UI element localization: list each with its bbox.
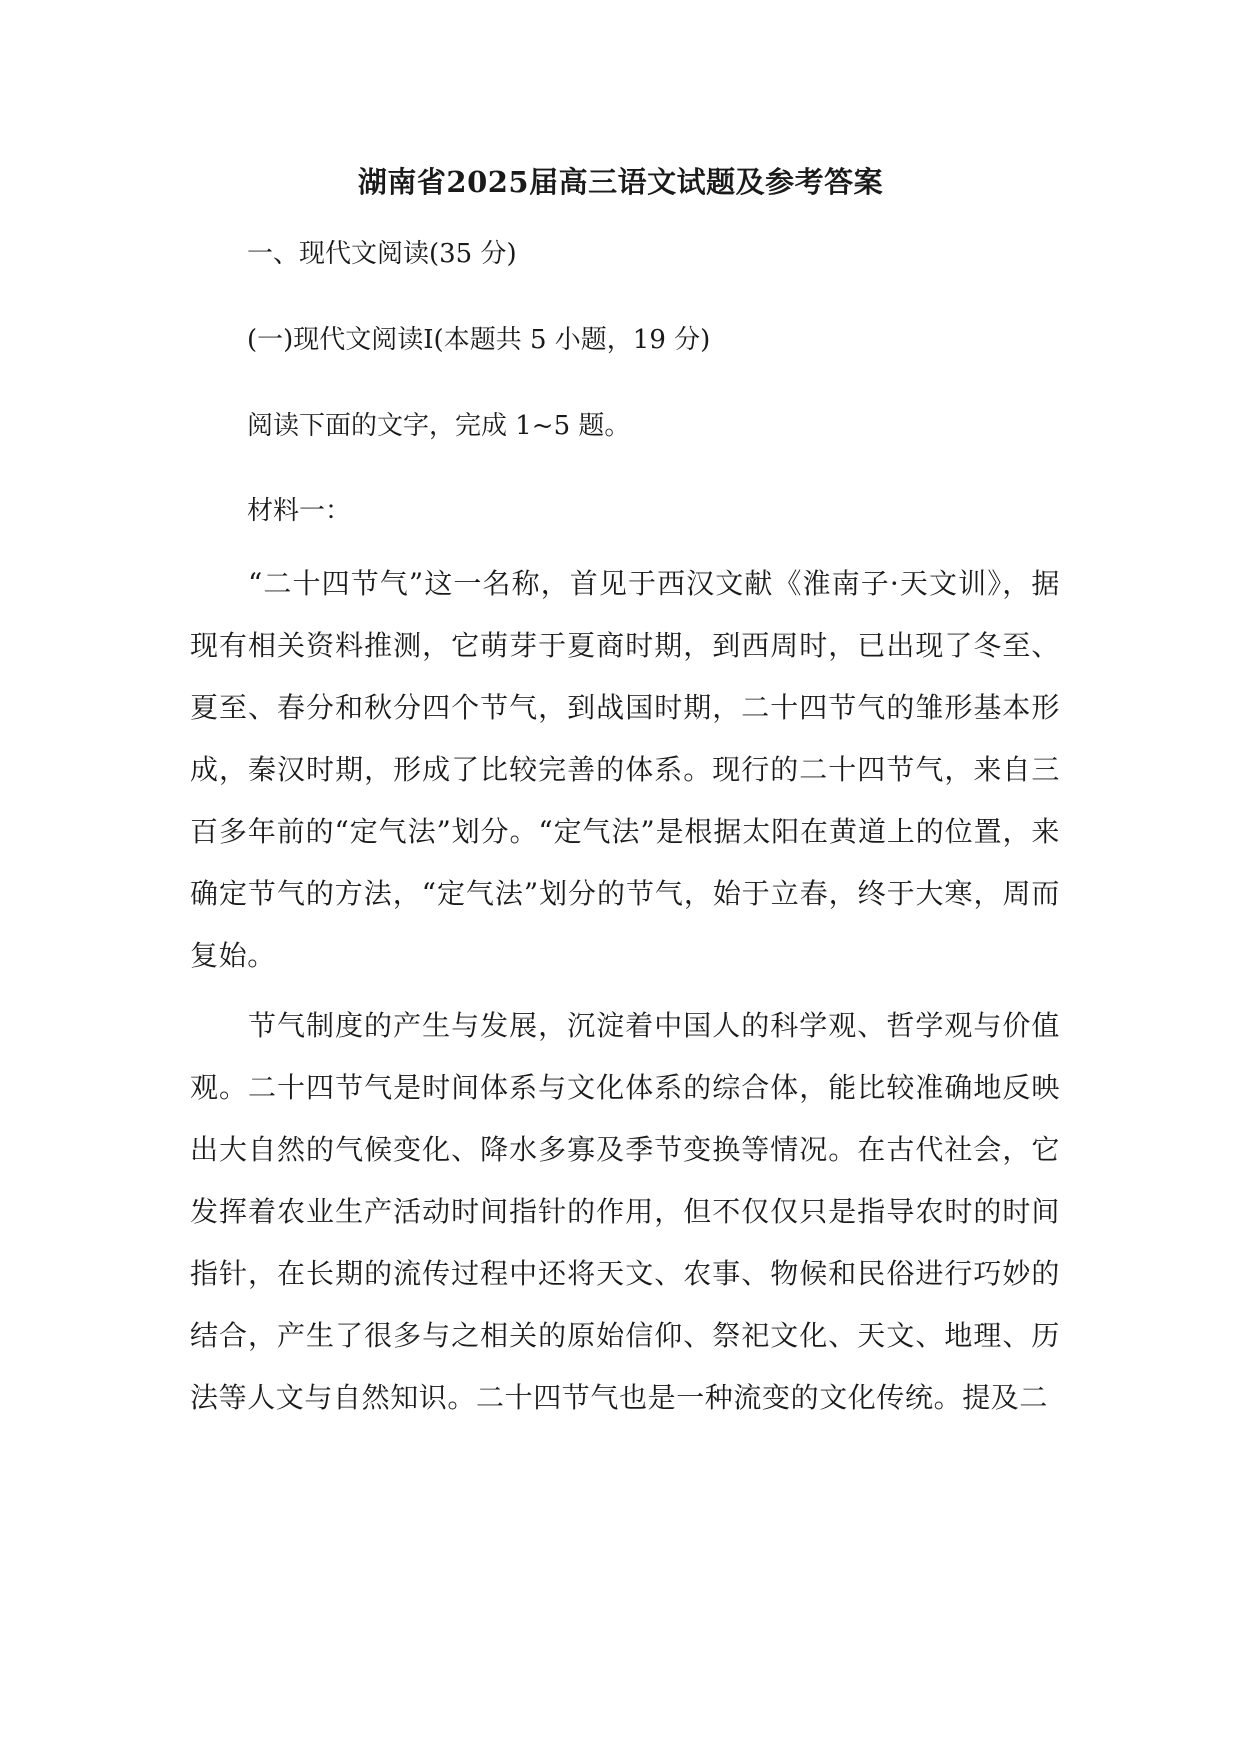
material-label: 材料一： — [247, 496, 352, 526]
subsection-heading: (一)现代文阅读Ⅰ(本题共 5 小题，19 分) — [247, 325, 711, 355]
paragraph-1: “二十四节气”这一名称，首见于西汉文献《淮南子·天文训》，据现有相关资料推测，它萌芽于夏商时期，到西周时，已出现了冬至、夏至、春分和秋分四个节气，到战国时期，二十四节气的雏形基本形成，秦汉时期，形成了比较完善的体系。现行的二十四节气，来自三百多年前的“定气法”划分。“定气法”是根据太阳在黄道上的位置，来确定节气的方法，“定气法”划分的节气，始于立春，终于大寒，周而复始。 — [190, 567, 1060, 972]
document-title: 湖南省2025届高三语文试题及参考答案 — [357, 165, 884, 199]
reading-instruction: 阅读下面的文字，完成 1~5 题。 — [247, 411, 631, 441]
paragraph-2: 节气制度的产生与发展，沉淀着中国人的科学观、哲学观与价值观。二十四节气是时间体系与文化体系的综合体，能比较准确地反映出大自然的气候变化、降水多寡及季节变换等情况。在古代社会，它发挥着农业生产活动时间指针的作用，但不仅仅只是指导农时的时间指针，在长期的流传过程中还将天文、农事、物候和民俗进行巧妙的结合，产生了很多与之相关的原始信仰、祭祀文化、天文、地理、历法等人文与自然知识。二十四节气也是一种流变的文化传统。提及二 — [190, 1009, 1060, 1414]
section-heading: 一、现代文阅读(35 分) — [247, 239, 517, 269]
